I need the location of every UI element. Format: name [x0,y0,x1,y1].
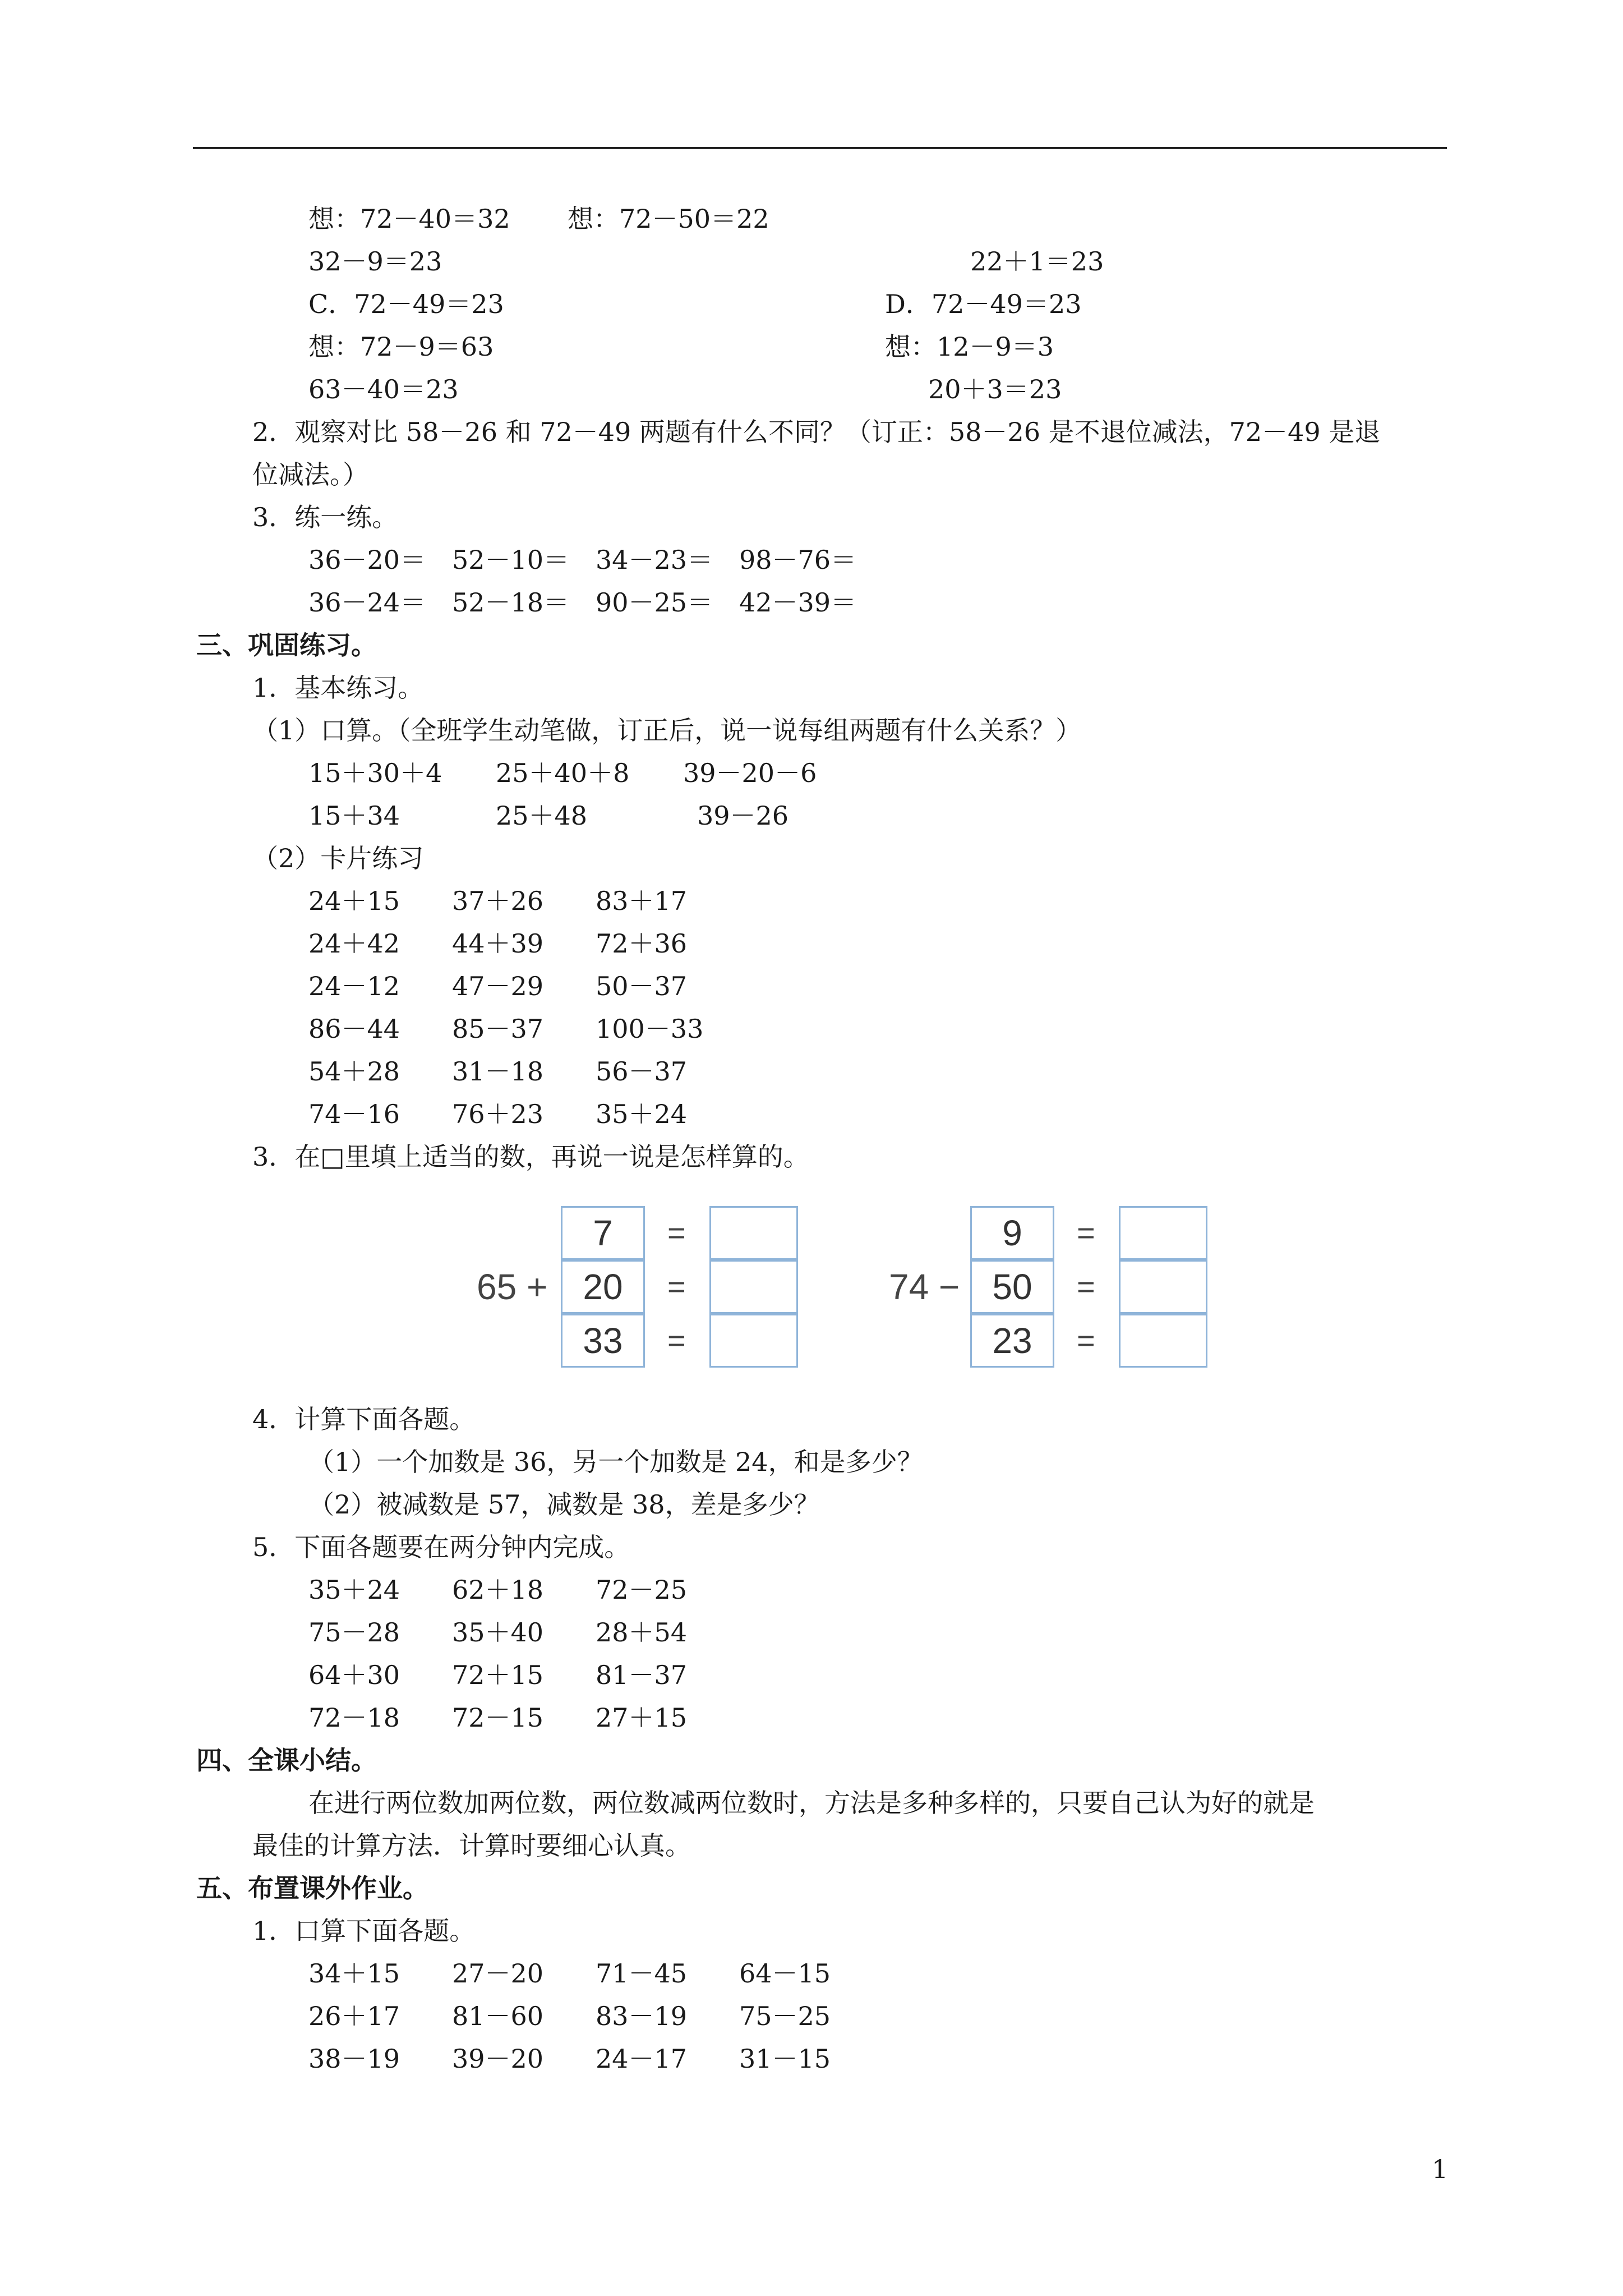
card-cell: 44＋39 [452,928,544,959]
item3-title: 3．练一练。 [252,502,398,532]
answer-box[interactable] [1119,1314,1207,1368]
homework-cell: 38－19 [308,2044,400,2074]
practice-cell: 42－39＝ [739,587,857,618]
answer-box[interactable] [709,1260,798,1314]
timed-cell: 62＋18 [452,1575,544,1605]
card-cell: 56－37 [596,1056,688,1087]
answer-box[interactable] [1119,1206,1207,1260]
timed-cell: 72－15 [452,1703,544,1733]
card-cell: 100－33 [596,1014,704,1044]
card-cell: 83＋17 [596,886,688,916]
card-cell: 31－18 [452,1056,544,1087]
option-d-label: D．72－49＝23 [885,289,1082,319]
timed-cell: 35＋24 [308,1575,400,1605]
diagram-equals: = [667,1215,686,1250]
diagram-right-lead: 74 − [889,1267,960,1307]
homework-cell: 24－17 [596,2044,688,2074]
timed-cell: 64＋30 [308,1660,400,1690]
s3-item1: 1．基本练习。 [252,673,424,703]
card-cell: 37＋26 [452,886,544,916]
card-cell: 76＋23 [452,1099,544,1129]
timed-cell: 28＋54 [596,1617,688,1648]
practice-cell: 52－18＝ [452,587,570,618]
timed-cell: 72－25 [596,1575,688,1605]
homework-cell: 27－20 [452,1958,544,1989]
homework-cell: 81－60 [452,2001,544,2031]
timed-cell: 75－28 [308,1617,400,1648]
option-c-think: 想：72－9＝63 [308,332,494,362]
section4-title: 四、全课小结。 [196,1745,377,1775]
summary-line1: 在进行两位数加两位数，两位数减两位数时，方法是多种多样的，只要自己认为好的就是 [308,1788,1315,1818]
oral-cell: 39－26 [697,800,789,831]
practice-cell: 90－25＝ [596,587,713,618]
s3-item4: 4．计算下面各题。 [252,1404,476,1434]
homework-cell: 83－19 [596,2001,688,2031]
answer-box[interactable] [1119,1260,1207,1314]
card-cell: 24＋15 [308,886,400,916]
item2-line1: 2．观察对比 58－26 和 72－49 两题有什么不同？（订正：58－26 是不退位减法，72－49 是退 [252,417,1381,447]
card-cell: 72＋36 [596,928,688,959]
practice-cell: 36－20＝ [308,545,426,575]
s3-item4-2: （2）被减数是 57，减数是 38，差是多少？ [308,1489,820,1520]
diagram-equals: = [667,1323,686,1358]
diagram-left-lead: 65 + [477,1267,548,1307]
section3-title: 三、巩固练习。 [196,630,377,660]
diagram-equals: = [1077,1323,1095,1358]
summary-line2: 最佳的计算方法．计算时要细心认真。 [252,1830,691,1861]
option-step-left: 32－9＝23 [308,246,442,277]
answer-box[interactable] [709,1206,798,1260]
card-cell: 54＋28 [308,1056,400,1087]
card-cell: 86－44 [308,1014,400,1044]
timed-cell: 35＋40 [452,1617,544,1648]
practice-cell: 34－23＝ [596,545,713,575]
timed-cell: 27＋15 [596,1703,688,1733]
diagram-left-number: 20 [561,1260,645,1314]
homework-cell: 34＋15 [308,1958,400,1989]
timed-cell: 72＋15 [452,1660,544,1690]
card-cell: 74－16 [308,1099,400,1129]
diagram-left-number: 7 [561,1206,645,1260]
oral-cell: 15＋30＋4 [308,758,442,788]
option-c-label: C．72－49＝23 [308,289,504,319]
practice-cell: 52－10＝ [452,545,570,575]
timed-cell: 81－37 [596,1660,688,1690]
card-cell: 24－12 [308,971,400,1001]
diagram-right-number: 50 [970,1260,1054,1314]
diagram-right-number: 9 [970,1206,1054,1260]
homework-cell: 64－15 [739,1958,831,1989]
option-think-left: 想：72－40＝32 [308,204,510,234]
page-number: 1 [1432,2154,1449,2184]
card-cell: 35＋24 [596,1099,688,1129]
option-think-right: 想：72－50＝22 [568,204,769,234]
oral-cell: 25＋48 [496,800,588,831]
oral-cell: 15＋34 [308,800,400,831]
option-d-think: 想：12－9＝3 [885,332,1054,362]
section5-title: 五、布置课外作业。 [196,1873,428,1903]
practice-cell: 36－24＝ [308,587,426,618]
option-c-result: 63－40＝23 [308,374,459,404]
option-step-right: 22＋1＝23 [970,246,1104,277]
homework-cell: 39－20 [452,2044,544,2074]
s3-oral: （1）口算。（全班学生动笔做，订正后，说一说每组两题有什么关系？） [252,715,1082,746]
diagram-equals: = [1077,1269,1095,1304]
homework-cell: 75－25 [739,2001,831,2031]
s3-item3: 3．在□里填上适当的数，再说一说是怎样算的。 [252,1142,809,1172]
homework-cell: 31－15 [739,2044,831,2074]
s3-item5: 5．下面各题要在两分钟内完成。 [252,1532,630,1562]
diagram-equals: = [1077,1215,1095,1250]
oral-cell: 39－20－6 [683,758,817,788]
card-cell: 24＋42 [308,928,400,959]
card-cell: 50－37 [596,971,688,1001]
diagram-right-number: 23 [970,1314,1054,1368]
card-cell: 85－37 [452,1014,544,1044]
option-d-result: 20＋3＝23 [928,374,1062,404]
card-cell: 47－29 [452,971,544,1001]
diagram-equals: = [667,1269,686,1304]
answer-box[interactable] [709,1314,798,1368]
timed-cell: 72－18 [308,1703,400,1733]
practice-cell: 98－76＝ [739,545,857,575]
s5-item1: 1．口算下面各题。 [252,1916,476,1946]
s3-item4-1: （1）一个加数是 36，另一个加数是 24，和是多少？ [308,1447,923,1477]
s3-card: （2）卡片练习 [252,843,424,873]
homework-cell: 26＋17 [308,2001,400,2031]
homework-cell: 71－45 [596,1958,688,1989]
diagram-left-number: 33 [561,1314,645,1368]
oral-cell: 25＋40＋8 [496,758,630,788]
header-rule [193,147,1447,149]
item2-line2: 位减法。） [252,459,368,490]
